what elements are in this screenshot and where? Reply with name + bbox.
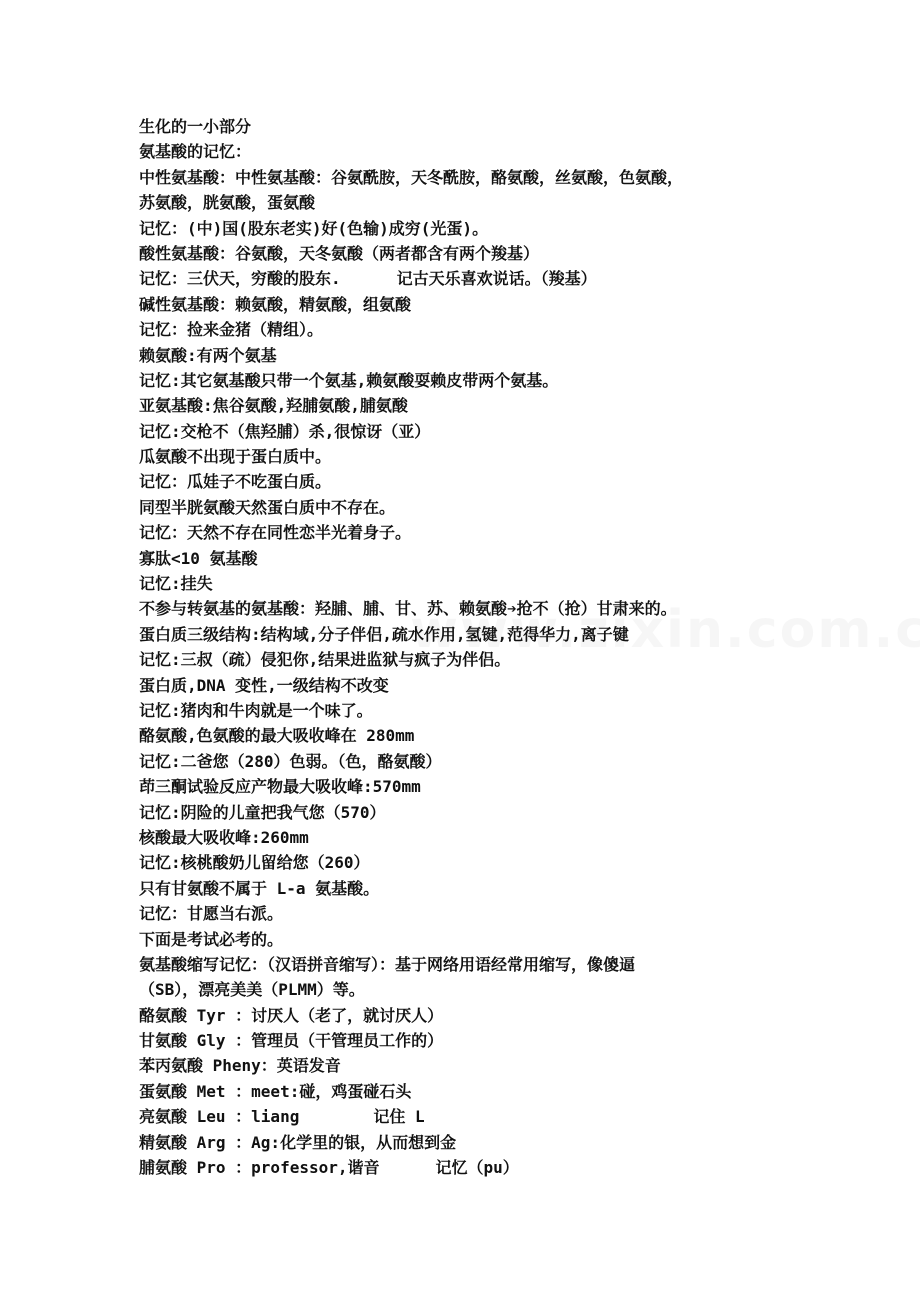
memory-line: 记忆:挂失: [139, 574, 213, 594]
text-line: 瓜氨酸不出现于蛋白质中。: [139, 447, 332, 467]
memory-line: 记忆:猪肉和牛肉就是一个味了。: [139, 700, 373, 720]
abbrev-text: 脯氨酸 Pro ：professor,谐音: [139, 1158, 380, 1178]
abbrev-note: 记住 L: [373, 1107, 425, 1127]
abbrev-line: 甘氨酸 Gly ：管理员（干管理员工作的）: [139, 1031, 444, 1051]
memory-line: 记忆:交枪不（焦羟脯）杀,很惊讶（亚）: [139, 421, 431, 441]
text-line: 酪氨酸,色氨酸的最大吸收峰在 280mm: [139, 726, 415, 746]
memory-line: 记忆：瓜娃子不吃蛋白质。: [139, 472, 332, 492]
memory-line: 记忆:其它氨基酸只带一个氨基,赖氨酸耍赖皮带两个氨基。: [139, 370, 559, 390]
abbrev-line: 精氨酸 Arg ：Ag:化学里的银，从而想到金: [139, 1132, 457, 1152]
abbrev-text: 亮氨酸 Leu ：liang: [139, 1107, 300, 1127]
memory-text: 记忆：三伏天，穷酸的股东.: [139, 269, 341, 289]
section-heading: 氨基酸的记忆：: [139, 142, 252, 162]
memory-line: 记忆:阴险的儿童把我气您（570）: [139, 802, 386, 822]
memory-line: 记忆:核桃酸奶儿留给您（260）: [139, 853, 370, 873]
memory-line: 记忆：(中)国(股东老实)好(色输)成穷(光蛋)。: [139, 218, 489, 238]
abbrev-line: 酪氨酸 Tyr ：讨厌人（老了，就讨厌人）: [139, 1005, 444, 1025]
text-line: 中性氨基酸：中性氨基酸：谷氨酰胺，天冬酰胺，酪氨酸，丝氨酸，色氨酸，: [139, 167, 684, 187]
text-line: 同型半胱氨酸天然蛋白质中不存在。: [139, 497, 396, 517]
memory-line: 记忆：天然不存在同性恋半光着身子。: [139, 523, 412, 543]
abbrev-line: 蛋氨酸 Met ：meet:碰，鸡蛋碰石头: [139, 1081, 412, 1101]
abbrev-line: [139, 1155, 779, 1180]
text-line: 赖氨酸:有两个氨基: [139, 345, 277, 365]
document-body: [139, 114, 779, 1180]
text-line: 蛋白质三级结构:结构域,分子伴侣,疏水作用,氢键,范得华力,离子键: [139, 624, 629, 644]
abbrev-line: 苯丙氨酸 Pheny：英语发音: [139, 1056, 341, 1076]
text-line: 酸性氨基酸：谷氨酸，天冬氨酸（两者都含有两个羧基）: [139, 243, 540, 263]
memory-line: 记忆:三叔（疏）侵犯你,结果进监狱与疯子为伴侣。: [139, 650, 511, 670]
text-line: 下面是考试必考的。: [139, 929, 284, 949]
text-line: 寡肽<10 氨基酸: [139, 548, 258, 568]
memory-line: [139, 266, 779, 291]
text-line: 不参与转氨基的氨基酸：羟脯、脯、甘、苏、赖氨酸➔抢不（抢）甘肃来的。: [139, 599, 677, 619]
text-line: 核酸最大吸收峰:260mm: [139, 827, 309, 847]
text-line: （SB），漂亮美美（PLMM）等。: [139, 980, 365, 1000]
memory-text: 记古天乐喜欢说话。（羧基）: [396, 269, 597, 289]
text-line: 只有甘氨酸不属于 L-a 氨基酸。: [139, 878, 380, 898]
abbrev-line: [139, 1104, 779, 1129]
text-line: 亚氨基酸:焦谷氨酸,羟脯氨酸,脯氨酸: [139, 396, 408, 416]
doc-title: 生化的一小部分: [139, 117, 252, 136]
memory-line: 记忆:二爸您（280）色弱。（色，酪氨酸）: [139, 751, 442, 771]
memory-line: 记忆：捡来金猪（精组）。: [139, 320, 324, 340]
text-line: 碱性氨基酸：赖氨酸，精氨酸，组氨酸: [139, 294, 412, 314]
text-line: 氨基酸缩写记忆：（汉语拼音缩写）：基于网络用语经常用缩写，像傻逼: [139, 954, 636, 974]
memory-line: 记忆：甘愿当右派。: [139, 904, 284, 924]
text-line: 苏氨酸，胱氨酸，蛋氨酸: [139, 193, 316, 213]
abbrev-note: 记忆（pu）: [435, 1158, 519, 1178]
text-line: 茚三酮试验反应产物最大吸收峰:570mm: [139, 777, 421, 797]
text-line: 蛋白质,DNA 变性,一级结构不改变: [139, 675, 389, 695]
